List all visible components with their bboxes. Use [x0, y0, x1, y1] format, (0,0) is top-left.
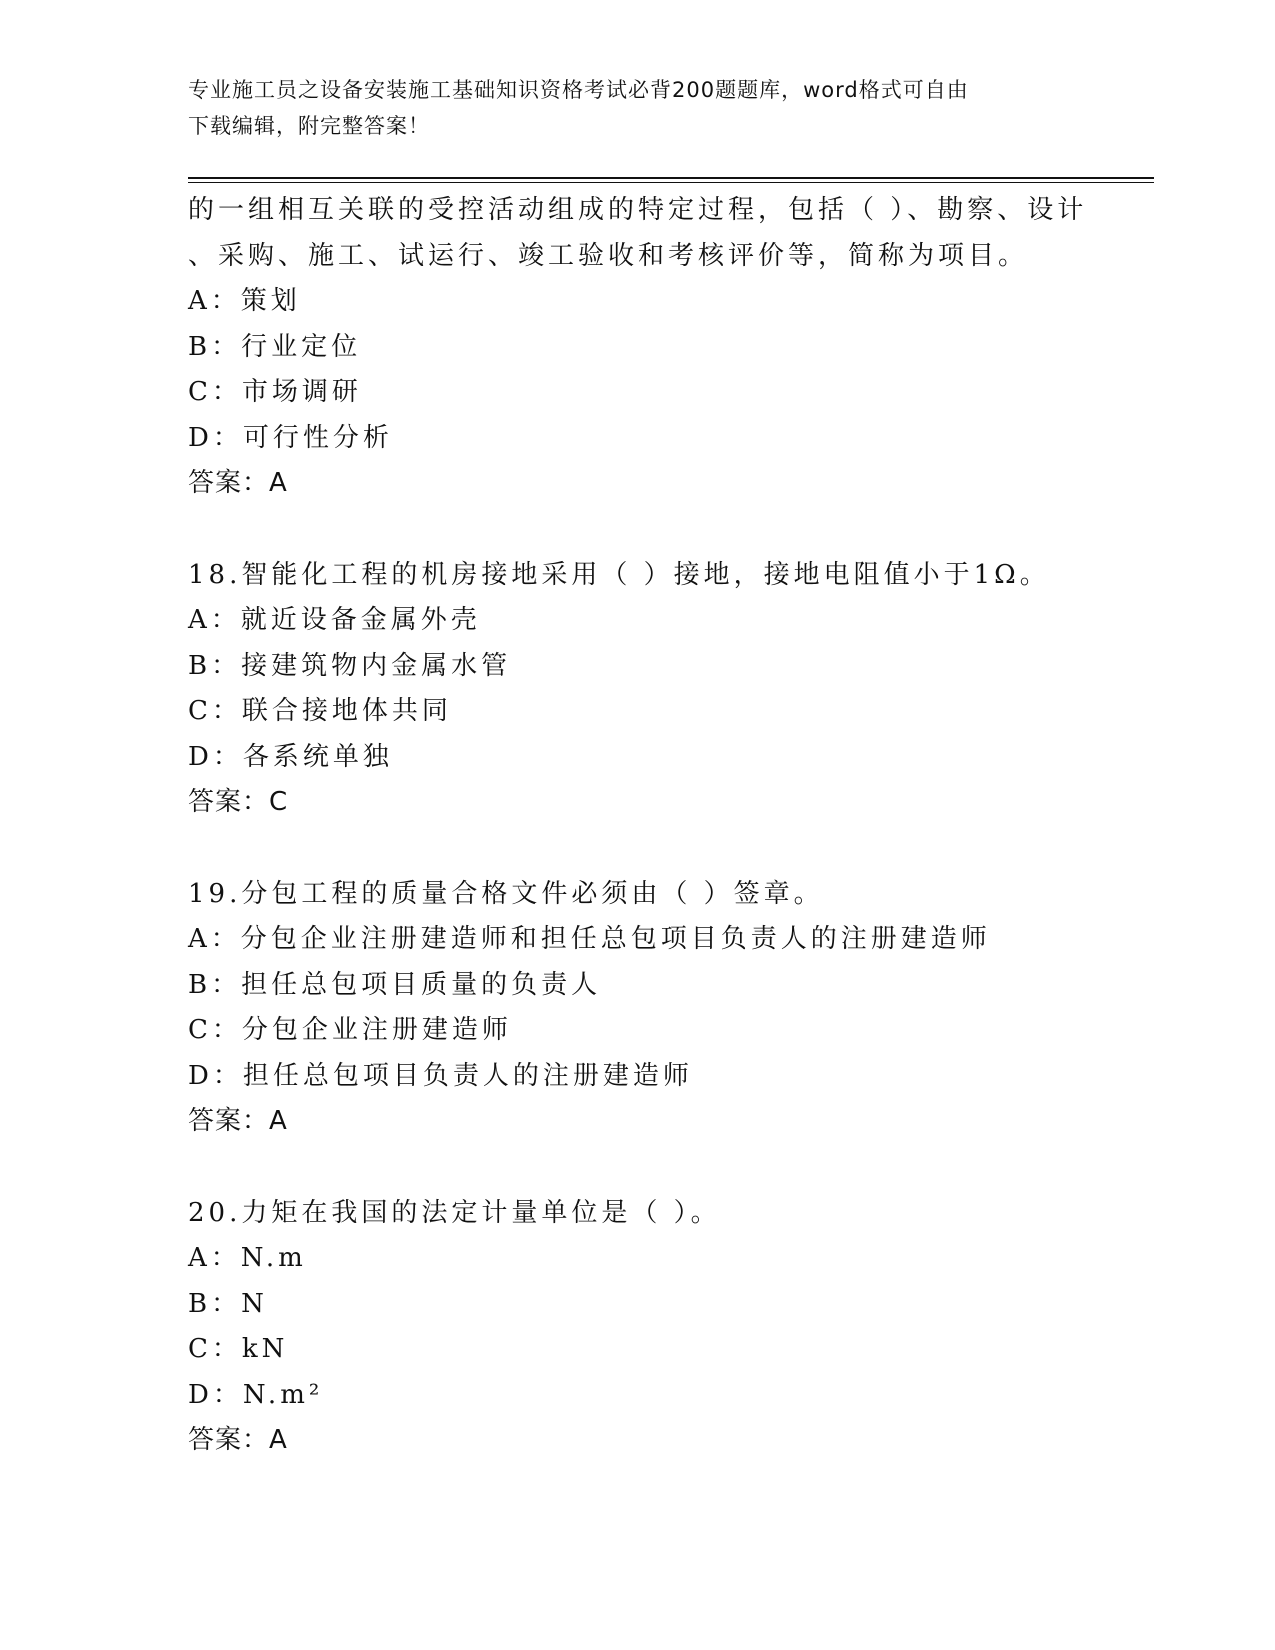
- header-line-1: 专业施工员之设备安装施工基础知识资格考试必背200题题库，word格式可自由: [188, 78, 969, 102]
- answer: 答案：A: [188, 1106, 288, 1136]
- question-stem: 20.力矩在我国的法定计量单位是（ ）。: [188, 1197, 721, 1228]
- option-b: B：担任总包项目质量的负责人: [188, 969, 602, 1000]
- question-stem: 18.智能化工程的机房接地采用（ ）接地，接地电阻值小于1Ω。: [188, 559, 1050, 590]
- question-block-18: [188, 553, 1148, 826]
- option-c: C：联合接地体共同: [188, 696, 452, 726]
- option-d: D：各系统单独: [188, 741, 393, 772]
- option-b: B：接建筑物内金属水管: [188, 650, 512, 681]
- question-stem: 、采购、施工、试运行、竣工验收和考核评价等，简称为项目。: [188, 240, 1029, 271]
- option-a: A：就近设备金属外壳: [188, 605, 481, 635]
- option-a: A：分包企业注册建造师和担任总包项目负责人的注册建造师: [188, 924, 991, 954]
- answer: 答案：A: [188, 468, 288, 498]
- option-a: A：策划: [188, 286, 301, 316]
- question-block-20: [188, 1191, 1148, 1464]
- question-block-19: [188, 872, 1148, 1145]
- question-stem: 的一组相互关联的受控活动组成的特定过程，包括（ ）、勘察、设计: [188, 195, 1088, 225]
- option-a: A：N.m: [188, 1243, 307, 1273]
- option-c: C：分包企业注册建造师: [188, 1015, 512, 1045]
- document-header: [188, 72, 1068, 144]
- option-d: D：担任总包项目负责人的注册建造师: [188, 1060, 693, 1091]
- option-c: C：kN: [188, 1334, 289, 1364]
- header-divider-thick: [188, 177, 1154, 179]
- question-block-17: [188, 188, 1148, 507]
- option-c: C：市场调研: [188, 377, 362, 407]
- header-line-2: 下载编辑，附完整答案！: [188, 114, 430, 138]
- answer: 答案：C: [188, 787, 289, 817]
- header-divider-thin: [188, 182, 1154, 183]
- option-b: B：行业定位: [188, 331, 362, 362]
- answer: 答案：A: [188, 1425, 288, 1455]
- question-stem: 19.分包工程的质量合格文件必须由（ ）签章。: [188, 878, 824, 909]
- question-list: [188, 188, 1148, 1464]
- option-b: B：N: [188, 1288, 268, 1319]
- option-d: D：可行性分析: [188, 422, 393, 453]
- option-d: D：N.m²: [188, 1379, 324, 1410]
